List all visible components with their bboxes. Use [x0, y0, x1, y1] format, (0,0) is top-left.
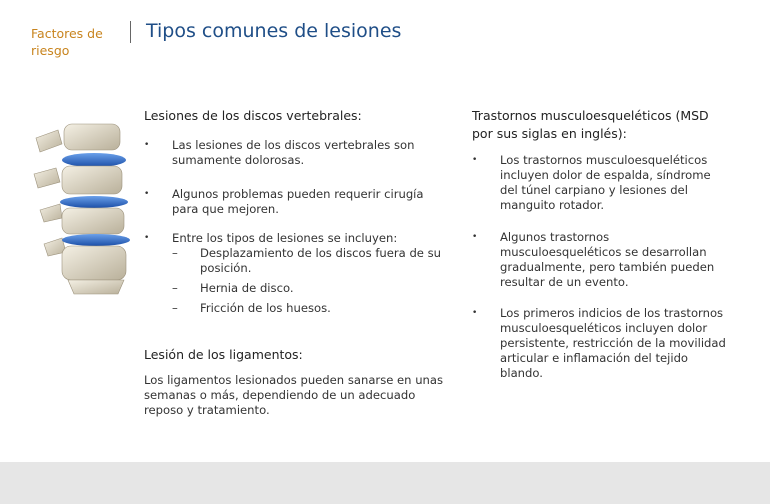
dash-icon: – — [172, 281, 178, 295]
list-item: • Algunos problemas pueden requerir cirugía para que mejoren. — [144, 187, 424, 216]
list-item: • Las lesiones de los discos vertebrales son sumamente dolorosas. — [144, 138, 415, 167]
footer-band — [0, 462, 770, 504]
ligament-injury-section — [144, 346, 444, 418]
list-item: • Algunos trastornos musculoesqueléticos se desarrollan gradualmente, pero también pueden resultar de un evento. — [472, 230, 715, 289]
disc-injuries-section — [144, 107, 444, 316]
dash-icon: – — [172, 246, 178, 260]
sub-item: – Hernia de disco. — [172, 281, 294, 295]
title-divider — [130, 21, 131, 43]
disc-3 — [62, 234, 130, 246]
dash-icon: – — [172, 301, 178, 315]
sub-item: – Desplazamiento de los discos fuera de su posición. — [172, 246, 442, 275]
bullet-icon: • — [472, 308, 478, 318]
section-label: Factores de riesgo — [31, 26, 103, 58]
list-item: • Los trastornos musculoesqueléticos incluyen dolor de espalda, síndrome del túnel carpiano y lesiones del manguito rotador. — [472, 153, 711, 212]
bullet-icon: • — [144, 189, 150, 199]
list-item: • Los primeros indicios de los trastornos musculoesqueléticos incluyen dolor persistente, restricción de la movilidad articular e inflamación del tejido blando. — [472, 306, 726, 380]
sub-item: – Fricción de los huesos. — [172, 301, 331, 315]
disc-2 — [60, 196, 128, 208]
ligament-heading: Lesión de los ligamentos: — [144, 347, 303, 362]
msd-section — [472, 107, 732, 381]
msd-heading: Trastornos musculoesqueléticos (MSD por sus siglas en inglés): — [472, 108, 709, 141]
bullet-icon: • — [472, 155, 478, 165]
bullet-icon: • — [144, 140, 150, 150]
list-item: • Entre los tipos de lesiones se incluyen: – Desplazamiento de los discos fuera de su posición. – Hernia de disco. – Fricción de los huesos. — [144, 231, 444, 316]
page-title: Tipos comunes de lesiones — [146, 20, 402, 42]
bullet-icon: • — [144, 233, 150, 243]
sub-list — [172, 246, 444, 316]
disc-1 — [62, 153, 126, 167]
bullet-icon: • — [472, 232, 478, 242]
ligament-text: Los ligamentos lesionados pueden sanarse en unas semanas o más, dependiendo de un adecuado reposo y tratamiento. — [144, 373, 444, 417]
disc-injuries-heading: Lesiones de los discos vertebrales: — [144, 108, 362, 123]
spine-illustration — [28, 118, 136, 298]
